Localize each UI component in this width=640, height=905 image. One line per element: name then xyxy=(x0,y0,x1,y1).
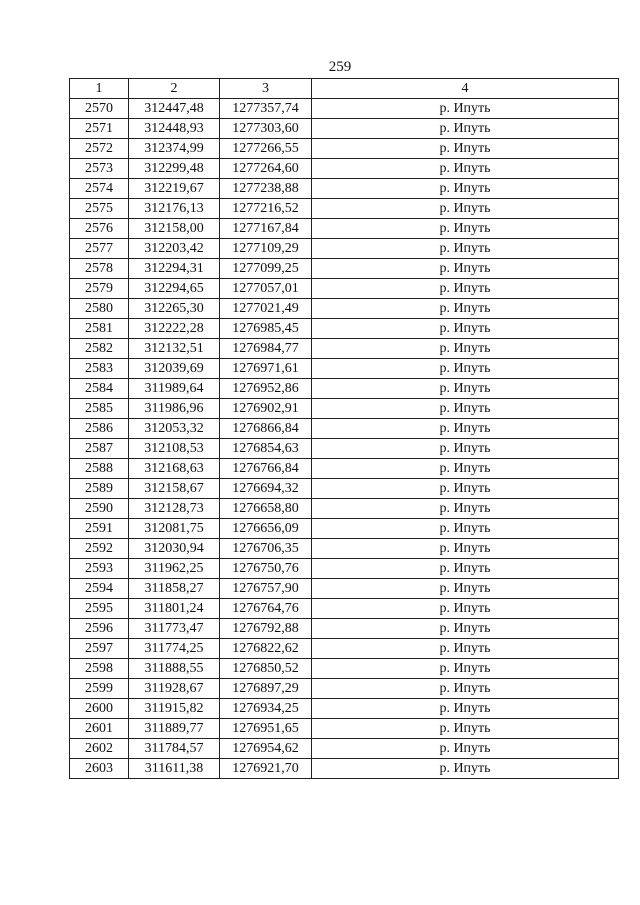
table-row xyxy=(70,639,619,659)
y-coordinate-cell: 1277167,84 xyxy=(220,219,312,239)
table-row xyxy=(70,219,619,239)
point-number-cell: 2596 xyxy=(70,619,129,639)
y-coordinate-cell: 1277238,88 xyxy=(220,179,312,199)
boundary-description-cell: р. Ипуть xyxy=(312,119,619,139)
table-row xyxy=(70,619,619,639)
boundary-description-cell: р. Ипуть xyxy=(312,159,619,179)
point-number-cell: 2592 xyxy=(70,539,129,559)
table-row xyxy=(70,479,619,499)
x-coordinate-cell: 312132,51 xyxy=(129,339,220,359)
column-header-4: 4 xyxy=(312,79,619,99)
y-coordinate-cell: 1276971,61 xyxy=(220,359,312,379)
y-coordinate-cell: 1276954,62 xyxy=(220,739,312,759)
y-coordinate-cell: 1276656,09 xyxy=(220,519,312,539)
y-coordinate-cell: 1276750,76 xyxy=(220,559,312,579)
y-coordinate-cell: 1277303,60 xyxy=(220,119,312,139)
point-number-cell: 2598 xyxy=(70,659,129,679)
table-row xyxy=(70,119,619,139)
table-row xyxy=(70,199,619,219)
page-number: 259 xyxy=(328,59,352,75)
boundary-description-cell: р. Ипуть xyxy=(312,499,619,519)
boundary-description-cell: р. Ипуть xyxy=(312,279,619,299)
table-row xyxy=(70,659,619,679)
boundary-description-cell: р. Ипуть xyxy=(312,399,619,419)
point-number-cell: 2576 xyxy=(70,219,129,239)
y-coordinate-cell: 1276984,77 xyxy=(220,339,312,359)
boundary-description-cell: р. Ипуть xyxy=(312,539,619,559)
point-number-cell: 2595 xyxy=(70,599,129,619)
x-coordinate-cell: 312447,48 xyxy=(129,99,220,119)
point-number-cell: 2571 xyxy=(70,119,129,139)
boundary-description-cell: р. Ипуть xyxy=(312,459,619,479)
x-coordinate-cell: 312265,30 xyxy=(129,299,220,319)
x-coordinate-cell: 311889,77 xyxy=(129,719,220,739)
x-coordinate-cell: 311986,96 xyxy=(129,399,220,419)
table-row xyxy=(70,159,619,179)
y-coordinate-cell: 1276706,35 xyxy=(220,539,312,559)
x-coordinate-cell: 312158,67 xyxy=(129,479,220,499)
boundary-description-cell: р. Ипуть xyxy=(312,239,619,259)
point-number-cell: 2587 xyxy=(70,439,129,459)
x-coordinate-cell: 312294,65 xyxy=(129,279,220,299)
y-coordinate-cell: 1276694,32 xyxy=(220,479,312,499)
x-coordinate-cell: 311928,67 xyxy=(129,679,220,699)
point-number-cell: 2589 xyxy=(70,479,129,499)
boundary-description-cell: р. Ипуть xyxy=(312,739,619,759)
point-number-cell: 2590 xyxy=(70,499,129,519)
table-row xyxy=(70,559,619,579)
boundary-description-cell: р. Ипуть xyxy=(312,579,619,599)
x-coordinate-cell: 312448,93 xyxy=(129,119,220,139)
point-number-cell: 2593 xyxy=(70,559,129,579)
table-row xyxy=(70,359,619,379)
y-coordinate-cell: 1276792,88 xyxy=(220,619,312,639)
table-row xyxy=(70,459,619,479)
point-number-cell: 2601 xyxy=(70,719,129,739)
table-row xyxy=(70,579,619,599)
table-row xyxy=(70,719,619,739)
x-coordinate-cell: 312176,13 xyxy=(129,199,220,219)
point-number-cell: 2581 xyxy=(70,319,129,339)
y-coordinate-cell: 1276951,65 xyxy=(220,719,312,739)
y-coordinate-cell: 1276866,84 xyxy=(220,419,312,439)
point-number-cell: 2583 xyxy=(70,359,129,379)
x-coordinate-cell: 311801,24 xyxy=(129,599,220,619)
x-coordinate-cell: 311888,55 xyxy=(129,659,220,679)
boundary-description-cell: р. Ипуть xyxy=(312,719,619,739)
table-row xyxy=(70,499,619,519)
table-row xyxy=(70,319,619,339)
boundary-description-cell: р. Ипуть xyxy=(312,139,619,159)
y-coordinate-cell: 1276985,45 xyxy=(220,319,312,339)
y-coordinate-cell: 1277357,74 xyxy=(220,99,312,119)
x-coordinate-cell: 312030,94 xyxy=(129,539,220,559)
table-row xyxy=(70,99,619,119)
x-coordinate-cell: 312294,31 xyxy=(129,259,220,279)
boundary-description-cell: р. Ипуть xyxy=(312,259,619,279)
boundary-description-cell: р. Ипуть xyxy=(312,439,619,459)
point-number-cell: 2602 xyxy=(70,739,129,759)
boundary-description-cell: р. Ипуть xyxy=(312,759,619,779)
table-row xyxy=(70,339,619,359)
table-row xyxy=(70,679,619,699)
x-coordinate-cell: 311774,25 xyxy=(129,639,220,659)
boundary-description-cell: р. Ипуть xyxy=(312,599,619,619)
y-coordinate-cell: 1277057,01 xyxy=(220,279,312,299)
table-row xyxy=(70,599,619,619)
x-coordinate-cell: 311989,64 xyxy=(129,379,220,399)
point-number-cell: 2600 xyxy=(70,699,129,719)
table-row xyxy=(70,399,619,419)
x-coordinate-cell: 312374,99 xyxy=(129,139,220,159)
boundary-description-cell: р. Ипуть xyxy=(312,299,619,319)
x-coordinate-cell: 312128,73 xyxy=(129,499,220,519)
x-coordinate-cell: 312053,32 xyxy=(129,419,220,439)
table-row xyxy=(70,419,619,439)
x-coordinate-cell: 312299,48 xyxy=(129,159,220,179)
x-coordinate-cell: 312203,42 xyxy=(129,239,220,259)
table-row xyxy=(70,439,619,459)
point-number-cell: 2588 xyxy=(70,459,129,479)
point-number-cell: 2582 xyxy=(70,339,129,359)
y-coordinate-cell: 1277216,52 xyxy=(220,199,312,219)
x-coordinate-cell: 312039,69 xyxy=(129,359,220,379)
boundary-description-cell: р. Ипуть xyxy=(312,199,619,219)
point-number-cell: 2585 xyxy=(70,399,129,419)
table-row xyxy=(70,699,619,719)
point-number-cell: 2579 xyxy=(70,279,129,299)
boundary-description-cell: р. Ипуть xyxy=(312,179,619,199)
y-coordinate-cell: 1276766,84 xyxy=(220,459,312,479)
table-row xyxy=(70,239,619,259)
table-row xyxy=(70,259,619,279)
table-header-row xyxy=(70,79,619,99)
table-row xyxy=(70,759,619,779)
y-coordinate-cell: 1277099,25 xyxy=(220,259,312,279)
x-coordinate-cell: 311915,82 xyxy=(129,699,220,719)
x-coordinate-cell: 312222,28 xyxy=(129,319,220,339)
y-coordinate-cell: 1276757,90 xyxy=(220,579,312,599)
x-coordinate-cell: 311858,27 xyxy=(129,579,220,599)
y-coordinate-cell: 1276850,52 xyxy=(220,659,312,679)
x-coordinate-cell: 312158,00 xyxy=(129,219,220,239)
point-number-cell: 2594 xyxy=(70,579,129,599)
y-coordinate-cell: 1276897,29 xyxy=(220,679,312,699)
table-row xyxy=(70,299,619,319)
y-coordinate-cell: 1276822,62 xyxy=(220,639,312,659)
point-number-cell: 2573 xyxy=(70,159,129,179)
point-number-cell: 2572 xyxy=(70,139,129,159)
point-number-cell: 2575 xyxy=(70,199,129,219)
point-number-cell: 2597 xyxy=(70,639,129,659)
boundary-description-cell: р. Ипуть xyxy=(312,339,619,359)
boundary-description-cell: р. Ипуть xyxy=(312,659,619,679)
table-row xyxy=(70,139,619,159)
y-coordinate-cell: 1276934,25 xyxy=(220,699,312,719)
column-header-3: 3 xyxy=(220,79,312,99)
point-number-cell: 2577 xyxy=(70,239,129,259)
table-body xyxy=(70,99,619,779)
point-number-cell: 2574 xyxy=(70,179,129,199)
boundary-description-cell: р. Ипуть xyxy=(312,319,619,339)
x-coordinate-cell: 311611,38 xyxy=(129,759,220,779)
y-coordinate-cell: 1276921,70 xyxy=(220,759,312,779)
point-number-cell: 2599 xyxy=(70,679,129,699)
point-number-cell: 2570 xyxy=(70,99,129,119)
boundary-description-cell: р. Ипуть xyxy=(312,99,619,119)
y-coordinate-cell: 1277266,55 xyxy=(220,139,312,159)
x-coordinate-cell: 311773,47 xyxy=(129,619,220,639)
table-row xyxy=(70,539,619,559)
point-number-cell: 2586 xyxy=(70,419,129,439)
point-number-cell: 2584 xyxy=(70,379,129,399)
boundary-description-cell: р. Ипуть xyxy=(312,419,619,439)
x-coordinate-cell: 312081,75 xyxy=(129,519,220,539)
column-header-2: 2 xyxy=(129,79,220,99)
x-coordinate-cell: 311784,57 xyxy=(129,739,220,759)
table-row xyxy=(70,739,619,759)
y-coordinate-cell: 1276854,63 xyxy=(220,439,312,459)
table-row xyxy=(70,279,619,299)
y-coordinate-cell: 1277109,29 xyxy=(220,239,312,259)
boundary-description-cell: р. Ипуть xyxy=(312,519,619,539)
y-coordinate-cell: 1277021,49 xyxy=(220,299,312,319)
x-coordinate-cell: 311962,25 xyxy=(129,559,220,579)
x-coordinate-cell: 312168,63 xyxy=(129,459,220,479)
y-coordinate-cell: 1276658,80 xyxy=(220,499,312,519)
boundary-description-cell: р. Ипуть xyxy=(312,639,619,659)
boundary-description-cell: р. Ипуть xyxy=(312,699,619,719)
table-row xyxy=(70,179,619,199)
x-coordinate-cell: 312219,67 xyxy=(129,179,220,199)
boundary-description-cell: р. Ипуть xyxy=(312,619,619,639)
point-number-cell: 2591 xyxy=(70,519,129,539)
table-row xyxy=(70,519,619,539)
point-number-cell: 2580 xyxy=(70,299,129,319)
boundary-description-cell: р. Ипуть xyxy=(312,479,619,499)
y-coordinate-cell: 1276902,91 xyxy=(220,399,312,419)
y-coordinate-cell: 1277264,60 xyxy=(220,159,312,179)
point-number-cell: 2578 xyxy=(70,259,129,279)
y-coordinate-cell: 1276764,76 xyxy=(220,599,312,619)
column-header-1: 1 xyxy=(70,79,129,99)
table-row xyxy=(70,379,619,399)
coordinates-table xyxy=(69,78,619,779)
x-coordinate-cell: 312108,53 xyxy=(129,439,220,459)
boundary-description-cell: р. Ипуть xyxy=(312,679,619,699)
boundary-description-cell: р. Ипуть xyxy=(312,219,619,239)
boundary-description-cell: р. Ипуть xyxy=(312,359,619,379)
boundary-description-cell: р. Ипуть xyxy=(312,559,619,579)
point-number-cell: 2603 xyxy=(70,759,129,779)
y-coordinate-cell: 1276952,86 xyxy=(220,379,312,399)
boundary-description-cell: р. Ипуть xyxy=(312,379,619,399)
